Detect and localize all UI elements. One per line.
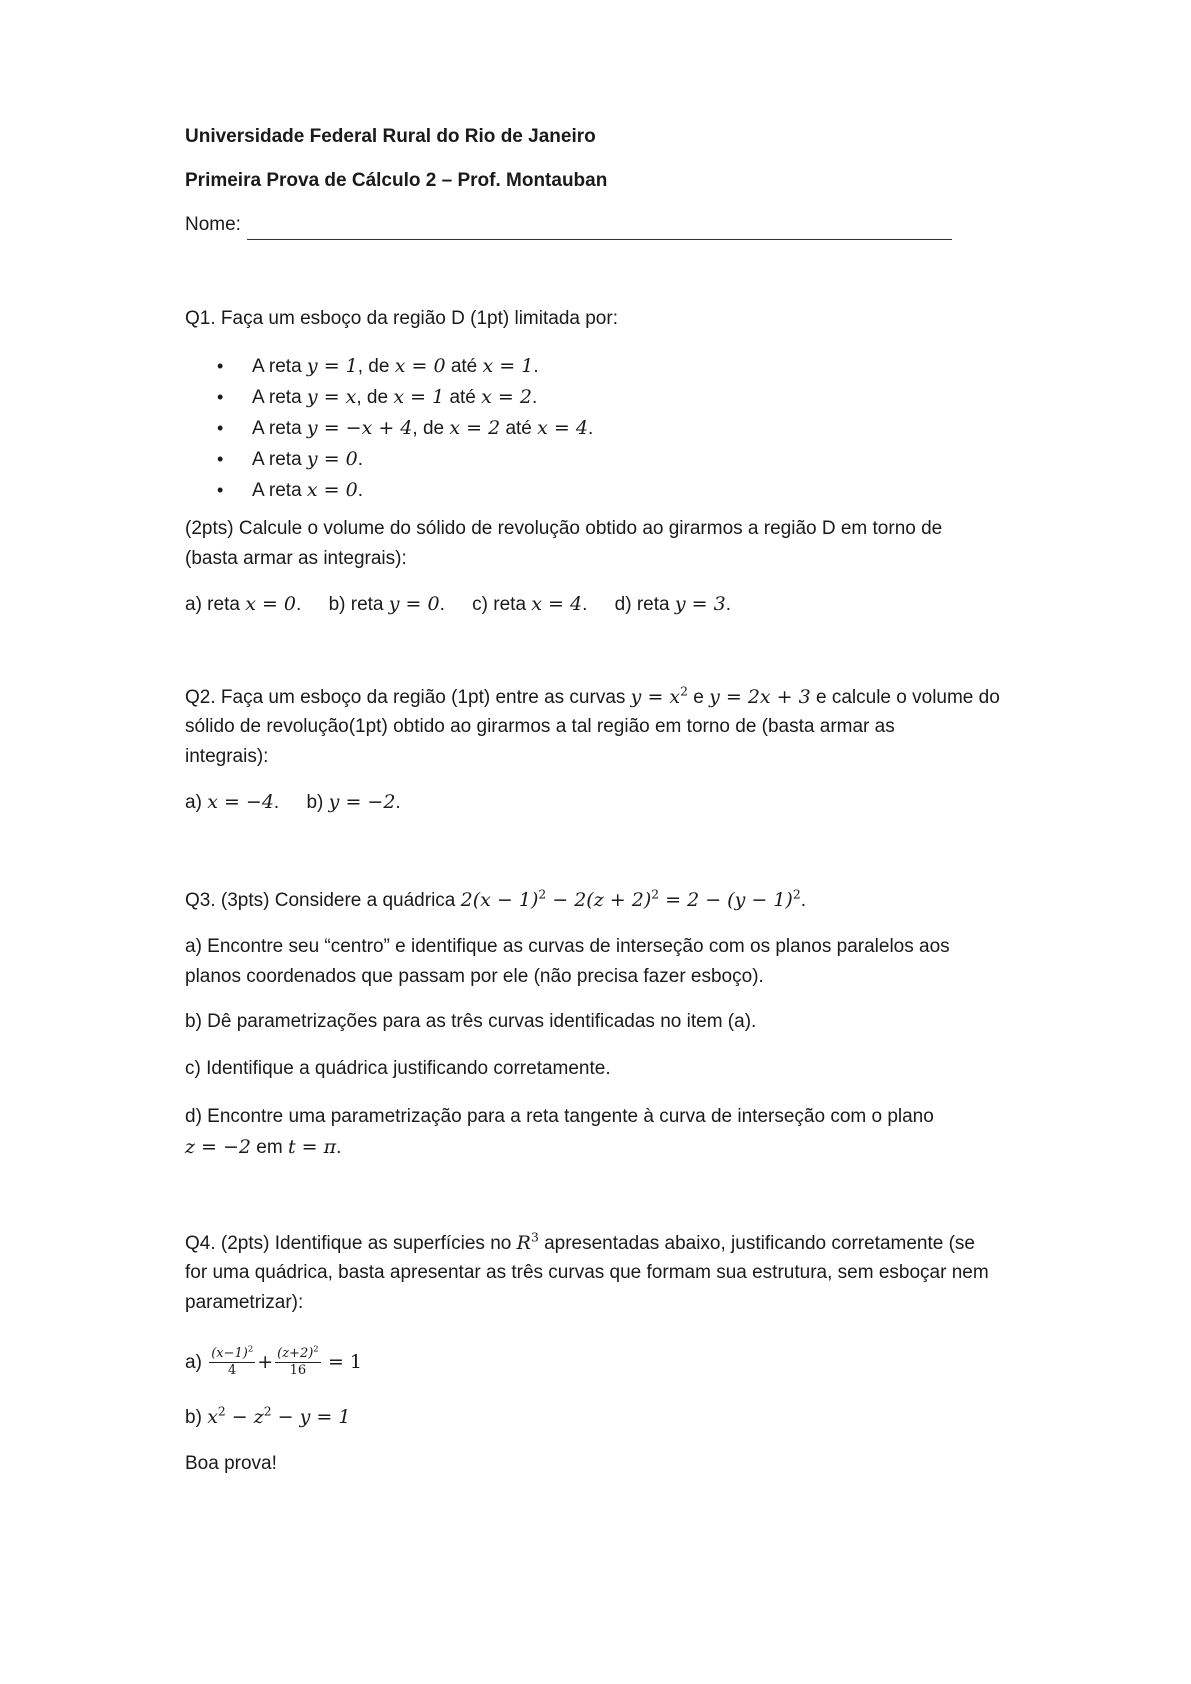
exam-title: Primeira Prova de Cálculo 2 – Prof. Montauban (185, 170, 608, 191)
q2-line1: Q2. Faça um esboço da região (1pt) entre as curvas $y = x^2$ e y = 2x + 3 e calcule o volume do (185, 684, 1000, 708)
q3-d-line2: z = −2 em t = π. (185, 1136, 342, 1158)
list-item: • A reta x = 0. (217, 475, 593, 506)
q2-item-a: a) x = −4. (185, 791, 280, 813)
q2-item-b: b) y = −2. (306, 791, 401, 813)
q1-volume-line2: (basta armar as integrais): (185, 548, 407, 569)
q3-intro: Q3. (3pts) Considere a quádrica $2(x - 1)^2 - 2(z + 2)^2 = 2 - (y - 1)^2$. (185, 887, 806, 911)
list-item: • A reta y = x, de x = 1 até x = 2. (217, 382, 593, 413)
name-label: Nome: (185, 214, 241, 235)
q1-item-c: c) reta x = 4. (472, 593, 588, 615)
q1-intro: Q1. Faça um esboço da região D (1pt) limitada por: (185, 308, 618, 329)
fraction: $\frac{(z+2)^2}{16}$ (277, 1344, 319, 1379)
fraction: $\frac{(x-1)^2}{4}$ (211, 1344, 254, 1379)
name-field[interactable] (185, 210, 952, 240)
q4-item-b: b) $x^2 - z^2 - y = 1$ (185, 1404, 351, 1428)
q1-boundary-list (185, 351, 593, 506)
q3-c: c) Identifique a quádrica justificando corretamente. (185, 1058, 611, 1079)
q4-line1: Q4. (2pts) Identifique as superfícies no $R^3$ apresentadas abaixo, justificando corretamente (se (185, 1230, 975, 1254)
q4-line2: for uma quádrica, basta apresentar as três curvas que formam sua estrutura, sem esboçar nem (185, 1262, 989, 1283)
list-item: • A reta y = 0. (217, 444, 593, 475)
q4-line3: parametrizar): (185, 1292, 304, 1313)
name-blank-line[interactable] (247, 221, 952, 240)
q1-item-b: b) reta y = 0. (328, 593, 445, 615)
q3-b: b) Dê parametrizações para as três curvas identificadas no item (a). (185, 1011, 757, 1032)
university-title: Universidade Federal Rural do Rio de Janeiro (185, 126, 596, 147)
q1-item-a: a) reta x = 0. (185, 593, 302, 615)
list-item: • A reta y = −x + 4, de x = 2 até x = 4. (217, 413, 593, 444)
closing-text: Boa prova! (185, 1453, 277, 1474)
q4-item-a: a) $\frac{(x-1)^2}{4}$ + $\frac{(z+2)^2}{16}$ = 1 (185, 1344, 362, 1379)
list-item: • A reta y = 1, de x = 0 até x = 1. (217, 351, 593, 382)
q3-a-line1: a) Encontre seu “centro” e identifique as curvas de interseção com os planos paralelos aos (185, 936, 950, 957)
q1-volume-line1: (2pts) Calcule o volume do sólido de revolução obtido ao girarmos a região D em torno de (185, 518, 943, 539)
q1-items (185, 589, 731, 620)
q2-line2: sólido de revolução(1pt) obtido ao girarmos a tal região em torno de (basta armar as (185, 716, 895, 737)
q1-item-d: d) reta y = 3. (614, 593, 731, 615)
q3-d-line1: d) Encontre uma parametrização para a reta tangente à curva de interseção com o plano (185, 1106, 934, 1127)
q2-line3: integrais): (185, 746, 269, 767)
q2-items (185, 787, 401, 818)
q3-a-line2: planos coordenados que passam por ele (não precisa fazer esboço). (185, 966, 764, 987)
